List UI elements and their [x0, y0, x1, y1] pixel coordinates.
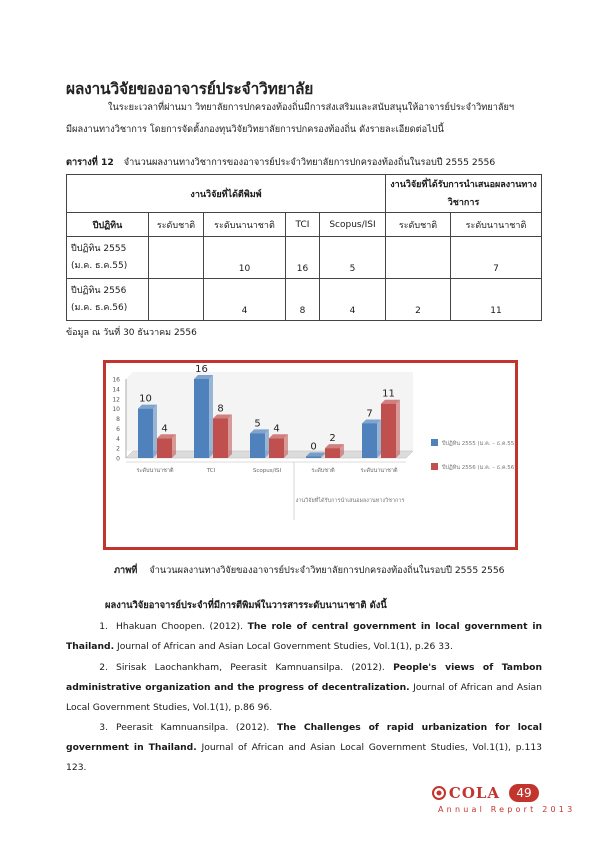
- figure-caption-text: จำนวนผลงานทางวิจัยของอาจารย์ประจำวิทยาลัยการปกครองท้องถิ่นในรอบปี 2555 2556: [149, 565, 505, 576]
- data-label: 4: [273, 423, 280, 435]
- bar-side-face: [377, 419, 381, 458]
- y-tick-label: 6: [116, 425, 120, 433]
- y-tick-label: 4: [116, 435, 120, 443]
- research-table: [66, 174, 542, 321]
- data-label: 16: [195, 364, 208, 375]
- seal-icon: [432, 786, 446, 800]
- category-label: Scopus/ISI: [252, 468, 282, 474]
- period-label: (ม.ค. ธ.ค.56): [71, 302, 128, 313]
- bar-side-face: [153, 405, 157, 458]
- data-label: 11: [382, 388, 395, 400]
- table-cell: 16: [286, 237, 320, 279]
- table-cell: [386, 237, 451, 279]
- publication-item: [66, 658, 542, 718]
- legend-swatch: [431, 439, 438, 446]
- bar-chart: [106, 363, 515, 547]
- group-label: งานวิจัยที่ได้รับการนำเสนอผลงานทางวิชาการ: [295, 498, 405, 504]
- bar: [381, 404, 396, 458]
- bar: [213, 419, 228, 459]
- table-cell: [149, 279, 204, 321]
- bar: [250, 433, 265, 458]
- data-label: 8: [217, 403, 224, 415]
- bar-side-face: [265, 429, 269, 458]
- section-heading: ผลงานวิจัยของอาจารย์ประจำวิทยาลัย: [66, 80, 314, 98]
- publication-journal: Journal of African and Asian Local Government Studies, Vol.1(1), p.113 123.: [66, 742, 543, 773]
- col-header: ระดับชาติ: [386, 213, 451, 237]
- publication-authors: Sirisak Laochankham, Peerasit Kamnuansilpa. (2012).: [116, 662, 385, 673]
- publication-authors: Peerasit Kamnuansilpa. (2012).: [116, 722, 270, 733]
- table-cell: 2: [386, 279, 451, 321]
- category-label: ระดับนานาชาติ: [360, 468, 398, 474]
- bar: [306, 457, 321, 459]
- bar-side-face: [396, 400, 400, 458]
- year-cell: [67, 279, 149, 321]
- bar: [362, 423, 377, 458]
- data-label: 10: [139, 393, 152, 405]
- table-caption-label: ตารางที่ 12: [66, 157, 114, 168]
- year-cell: [67, 237, 149, 279]
- legend-swatch: [431, 463, 438, 470]
- publications-heading: ผลงานวิจัยอาจารย์ประจำที่มีการตีพิมพ์ในวารสารระดับนานาชาติ ดังนี้: [105, 600, 387, 611]
- table-cell: 4: [204, 279, 286, 321]
- table-caption: [66, 155, 495, 170]
- legend-label: ปีปฏิทิน 2556 (ม.ค. – ธ.ค.56): [442, 465, 515, 471]
- publication-title: The Challenges of rapid urbanization for local government in Thailand.: [66, 722, 543, 753]
- y-tick-label: 10: [112, 406, 120, 414]
- figure-caption: [114, 563, 505, 578]
- category-label: TCI: [206, 468, 216, 474]
- chart-frame: [103, 360, 518, 550]
- logo-text: COLA: [448, 784, 501, 802]
- data-label: 7: [366, 408, 373, 420]
- publication-journal: Journal of African and Asian Local Government Studies, Vol.1(1), p.26 33.: [117, 641, 453, 652]
- y-tick-label: 0: [116, 455, 120, 463]
- table-caption-text: จำนวนผลงานทางวิชาการของอาจารย์ประจำวิทยาลัยการปกครองท้องถิ่นในรอบปี 2555 2556: [123, 157, 496, 168]
- header-presented-group: งานวิจัยที่ได้รับการนำเสนอผลงานทางวิชาการ: [386, 175, 542, 213]
- cola-logo: [432, 784, 500, 802]
- y-tick-label: 16: [112, 376, 120, 384]
- table-source: ข้อมูล ณ วันที่ 30 ธันวาคม 2556: [66, 328, 197, 338]
- table-cell: 5: [320, 237, 386, 279]
- publication-number: 2.: [99, 662, 108, 673]
- data-label: 5: [254, 418, 261, 430]
- bar: [325, 448, 340, 458]
- col-header: TCI: [286, 213, 320, 237]
- publication-title: The role of central government in local government in Thailand.: [66, 621, 543, 652]
- y-tick-label: 14: [112, 386, 120, 394]
- table-cell: 7: [451, 237, 542, 279]
- bar: [138, 409, 153, 458]
- publication-journal: Journal of African and Asian Local Government Studies, Vol.1(1), p.86 96.: [66, 682, 542, 713]
- category-label: ระดับชาติ: [311, 468, 335, 474]
- col-header: ปีปฏิทิน: [67, 213, 149, 237]
- bar-side-face: [284, 434, 288, 458]
- publication-item: [66, 718, 542, 778]
- bar-side-face: [172, 434, 176, 458]
- col-header: ระดับนานาชาติ: [451, 213, 542, 237]
- table-cell: 11: [451, 279, 542, 321]
- bar: [194, 379, 209, 458]
- table-row: [67, 237, 542, 279]
- y-tick-label: 12: [112, 396, 120, 404]
- table-cell: 10: [204, 237, 286, 279]
- col-header: ระดับชาติ: [149, 213, 204, 237]
- header-published-group: งานวิจัยที่ได้ตีพิมพ์: [67, 175, 386, 213]
- year-label: ปีปฏิทิน 2556: [71, 285, 127, 296]
- data-label: 4: [161, 423, 168, 435]
- legend-label: ปีปฏิทิน 2555 (ม.ค. – ธ.ค.55): [442, 441, 515, 447]
- year-label: ปีปฏิทิน 2555: [71, 243, 127, 254]
- data-label: 0: [310, 441, 317, 453]
- table-row: [67, 279, 542, 321]
- col-header: Scopus/ISI: [320, 213, 386, 237]
- table-cell: [149, 237, 204, 279]
- table-cell: 4: [320, 279, 386, 321]
- publication-number: 3.: [99, 722, 108, 733]
- y-tick-label: 8: [116, 416, 120, 423]
- page-number-badge: 49: [509, 784, 539, 802]
- publication-number: 1.: [99, 621, 108, 632]
- figure-label: ภาพที่: [114, 565, 138, 576]
- table-cell: 8: [286, 279, 320, 321]
- intro-line-2: มีผลงานทางวิชาการ โดยการจัดตั้งกองทุนวิจัยวิทยาลัยการปกครองท้องถิ่น ดังรายละเอียดต่อไปนี้: [66, 124, 444, 135]
- publication-item: [66, 617, 542, 657]
- col-header: ระดับนานาชาติ: [204, 213, 286, 237]
- bar: [157, 438, 172, 458]
- data-label: 2: [329, 433, 336, 445]
- period-label: (ม.ค. ธ.ค.55): [71, 260, 128, 271]
- y-tick-label: 2: [116, 445, 120, 453]
- bar: [269, 438, 284, 458]
- intro-line-1: ในระยะเวลาที่ผ่านมา วิทยาลัยการปกครองท้องถิ่นมีการส่งเสริมและสนับสนุนให้อาจารย์ประจำวิทยาลัยฯ: [108, 102, 515, 113]
- bar-side-face: [209, 375, 213, 458]
- category-label: ระดับนานาชาติ: [136, 468, 174, 474]
- publication-title: People's views of Tambon administrative organization and the progress of decentralization.: [66, 662, 543, 693]
- publication-authors: Hhakuan Choopen. (2012).: [116, 621, 244, 632]
- bar-side-face: [228, 415, 232, 459]
- annual-report-label: Annual Report 2013: [438, 805, 576, 814]
